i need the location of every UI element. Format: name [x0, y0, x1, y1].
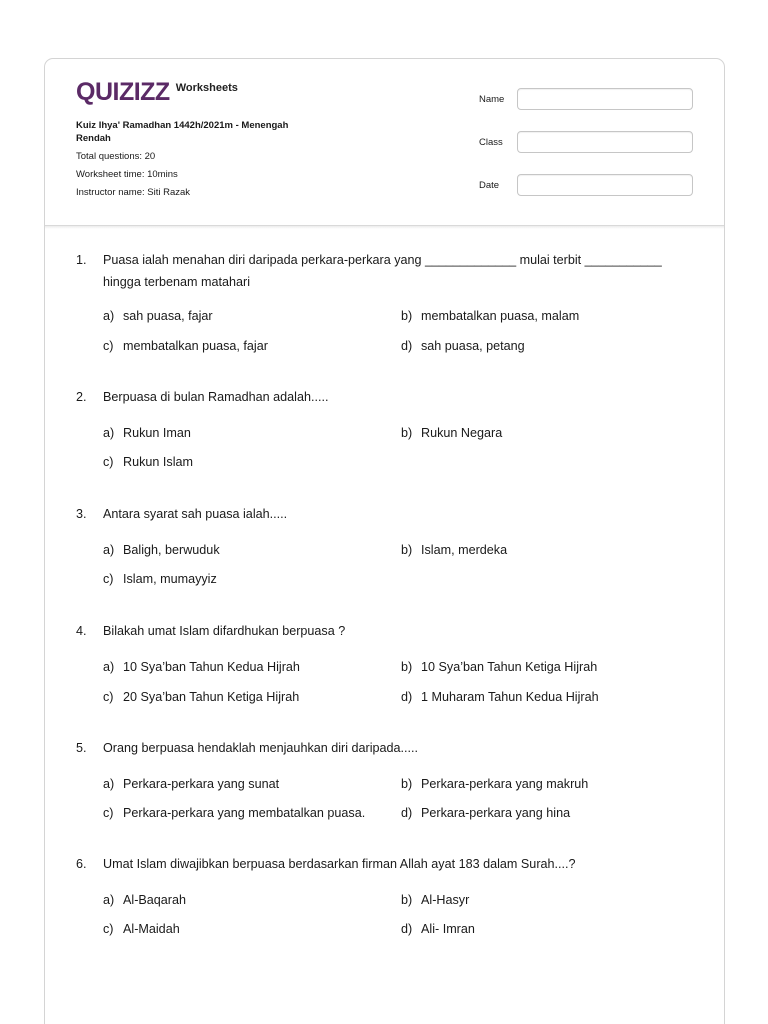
option-text: Rukun Islam — [123, 455, 193, 469]
option-b[interactable] — [401, 773, 588, 795]
option-b[interactable] — [401, 305, 579, 327]
question-number: 5. — [76, 741, 87, 755]
total-questions: Total questions: 20 — [76, 151, 156, 162]
class-field[interactable] — [517, 131, 693, 153]
option-text: 1 Muharam Tahun Kedua Hijrah — [421, 690, 599, 704]
option-text: sah puasa, petang — [421, 339, 525, 353]
worksheet-info — [76, 119, 306, 199]
option-letter: a) — [103, 309, 115, 323]
option-letter: b) — [401, 893, 413, 907]
option-letter: b) — [401, 543, 413, 557]
option-text: 10 Sya’ban Tahun Kedua Hijrah — [123, 660, 300, 674]
option-text: membatalkan puasa, malam — [421, 309, 580, 323]
question-number: 6. — [76, 857, 87, 871]
option-text: Rukun Negara — [421, 426, 503, 440]
worksheet-page — [44, 58, 725, 1024]
option-text: Baligh, berwuduk — [123, 543, 220, 557]
option-letter: b) — [401, 660, 413, 674]
option-a[interactable] — [103, 773, 279, 795]
option-d[interactable] — [401, 918, 475, 940]
option-text: Al-Maidah — [123, 922, 180, 936]
option-text: Perkara-perkara yang makruh — [421, 777, 589, 791]
option-c[interactable] — [103, 451, 193, 473]
option-a[interactable] — [103, 305, 213, 327]
option-c[interactable] — [103, 686, 299, 708]
option-b[interactable] — [401, 539, 507, 561]
name-field[interactable] — [517, 88, 693, 110]
option-letter: c) — [103, 572, 114, 586]
date-label: Date — [479, 180, 500, 191]
quizizz-logo — [76, 79, 238, 105]
question-text: Puasa ialah menahan diri daripada perkara-perkara yang _____________ mulai terbit ___________ hingga terbenam matahari — [103, 253, 662, 289]
option-text: Al-Hasyr — [421, 893, 470, 907]
option-text: Al-Baqarah — [123, 893, 187, 907]
option-c[interactable] — [103, 802, 365, 824]
option-letter: b) — [401, 777, 413, 791]
question-number: 3. — [76, 507, 87, 521]
option-text: Perkara-perkara yang membatalkan puasa. — [123, 806, 366, 820]
option-b[interactable] — [401, 656, 597, 678]
option-text: Rukun Iman — [123, 426, 191, 440]
question-text: Orang berpuasa hendaklah menjauhkan diri daripada..... — [103, 741, 419, 755]
option-text: Islam, merdeka — [421, 543, 508, 557]
option-a[interactable] — [103, 422, 191, 444]
option-a[interactable] — [103, 656, 300, 678]
option-letter: a) — [103, 426, 115, 440]
question-text: Berpuasa di bulan Ramadhan adalah..... — [103, 390, 329, 404]
option-letter: d) — [401, 806, 413, 820]
option-letter: d) — [401, 339, 413, 353]
option-letter: a) — [103, 543, 115, 557]
worksheet-header — [45, 59, 724, 226]
option-letter: a) — [103, 777, 115, 791]
option-d[interactable] — [401, 335, 525, 357]
option-letter: c) — [103, 339, 114, 353]
date-row — [479, 174, 709, 196]
option-letter: c) — [103, 922, 114, 936]
option-a[interactable] — [103, 889, 186, 911]
option-letter: d) — [401, 690, 413, 704]
option-b[interactable] — [401, 889, 469, 911]
option-letter: c) — [103, 690, 114, 704]
option-d[interactable] — [401, 802, 570, 824]
worksheet-title: Kuiz Ihya' Ramadhan 1442h/2021m - Menengah Rendah — [76, 120, 289, 144]
logo-subtitle: Worksheets — [175, 82, 238, 94]
option-text: 10 Sya’ban Tahun Ketiga Hijrah — [421, 660, 598, 674]
question-number: 4. — [76, 624, 87, 638]
date-field[interactable] — [517, 174, 693, 196]
option-text: Islam, mumayyiz — [123, 572, 217, 586]
option-text: sah puasa, fajar — [123, 309, 213, 323]
option-letter: a) — [103, 893, 115, 907]
class-label: Class — [479, 137, 503, 148]
option-text: Perkara-perkara yang hina — [421, 806, 571, 820]
option-letter: d) — [401, 922, 413, 936]
question-text: Bilakah umat Islam difardhukan berpuasa ? — [103, 624, 346, 638]
option-text: Ali- Imran — [421, 922, 475, 936]
option-a[interactable] — [103, 539, 220, 561]
option-c[interactable] — [103, 568, 217, 590]
option-text: Perkara-perkara yang sunat — [123, 777, 280, 791]
option-c[interactable] — [103, 335, 268, 357]
name-label: Name — [479, 94, 505, 105]
question-number: 2. — [76, 390, 87, 404]
class-row — [479, 131, 709, 153]
option-text: 20 Sya’ban Tahun Ketiga Hijrah — [123, 690, 300, 704]
question-number: 1. — [76, 253, 87, 267]
option-letter: b) — [401, 426, 413, 440]
option-text: membatalkan puasa, fajar — [123, 339, 268, 353]
worksheet-time: Worksheet time: 10mins — [76, 169, 178, 180]
option-c[interactable] — [103, 918, 180, 940]
logo-text: QUIZIZZ — [76, 78, 170, 106]
question-text: Umat Islam diwajibkan berpuasa berdasarkan firman Allah ayat 183 dalam Surah....? — [103, 857, 576, 871]
option-letter: b) — [401, 309, 413, 323]
instructor-name: Instructor name: Siti Razak — [76, 187, 191, 198]
name-row — [479, 88, 709, 110]
option-b[interactable] — [401, 422, 502, 444]
option-letter: c) — [103, 455, 114, 469]
option-letter: c) — [103, 806, 114, 820]
question-text: Antara syarat sah puasa ialah..... — [103, 507, 288, 521]
option-d[interactable] — [401, 686, 599, 708]
option-letter: a) — [103, 660, 115, 674]
